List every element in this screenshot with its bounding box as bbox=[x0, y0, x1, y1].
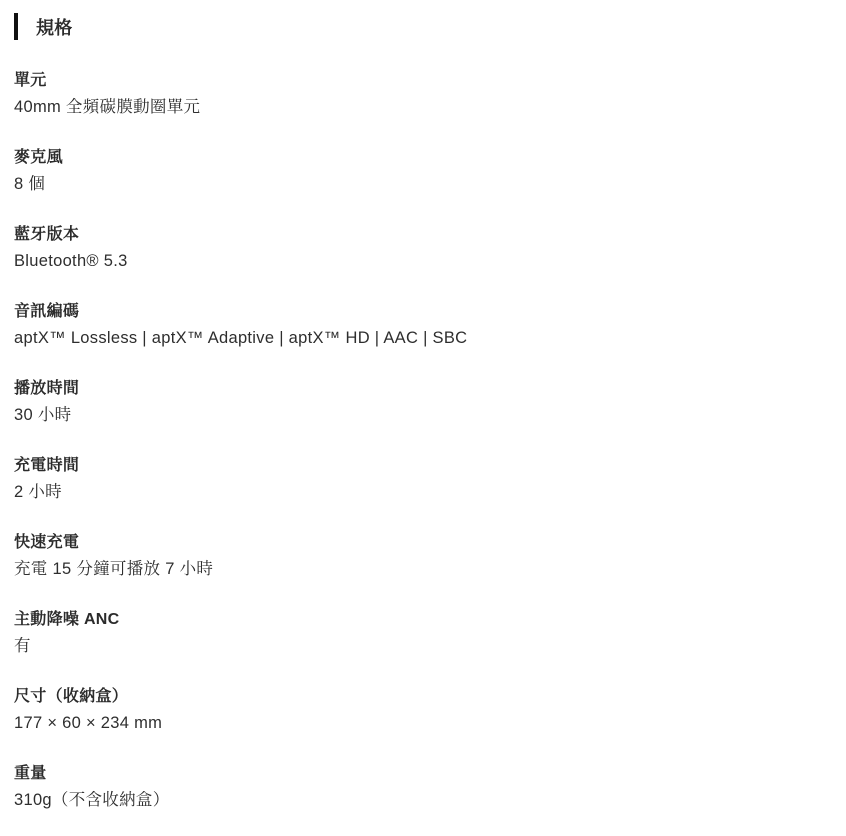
spec-item-dimensions-case bbox=[14, 683, 832, 737]
spec-value: 40mm 全頻碳膜動圈單元 bbox=[14, 98, 201, 116]
spec-label: 重量 bbox=[14, 765, 47, 782]
spec-label: 播放時間 bbox=[14, 380, 80, 397]
spec-item-weight bbox=[14, 760, 832, 814]
spec-item-anc bbox=[14, 606, 832, 660]
spec-value: 充電 15 分鐘可播放 7 小時 bbox=[14, 560, 214, 578]
spec-value: 310g（不含收納盒） bbox=[14, 791, 170, 809]
spec-value: 30 小時 bbox=[14, 406, 72, 424]
spec-item-fast-charge bbox=[14, 529, 832, 583]
spec-label: 單元 bbox=[14, 72, 47, 89]
spec-label: 麥克風 bbox=[14, 149, 63, 166]
spec-label: 充電時間 bbox=[14, 457, 80, 474]
spec-item-driver bbox=[14, 67, 832, 121]
spec-value: 2 小時 bbox=[14, 483, 62, 501]
spec-value: 有 bbox=[14, 637, 31, 655]
spec-value: aptX™ Lossless | aptX™ Adaptive | aptX™ HD | AAC | SBC bbox=[14, 329, 468, 347]
spec-label: 快速充電 bbox=[14, 534, 80, 551]
spec-item-playback-time bbox=[14, 375, 832, 429]
section-header bbox=[14, 13, 832, 40]
section-title: 規格 bbox=[36, 17, 73, 38]
spec-item-charging-time bbox=[14, 452, 832, 506]
spec-label: 音訊編碼 bbox=[14, 303, 80, 320]
spec-item-bluetooth-version bbox=[14, 221, 832, 275]
spec-label: 藍牙版本 bbox=[14, 226, 80, 243]
spec-item-microphone bbox=[14, 144, 832, 198]
spec-list bbox=[14, 67, 832, 814]
spec-value: 8 個 bbox=[14, 175, 46, 193]
title-accent-bar bbox=[14, 13, 18, 40]
spec-value: Bluetooth® 5.3 bbox=[14, 252, 128, 270]
spec-label: 主動降噪 ANC bbox=[14, 611, 120, 628]
spec-label: 尺寸（收納盒） bbox=[14, 688, 129, 705]
spec-item-audio-codec bbox=[14, 298, 832, 352]
spec-value: 177 × 60 × 234 mm bbox=[14, 714, 163, 732]
